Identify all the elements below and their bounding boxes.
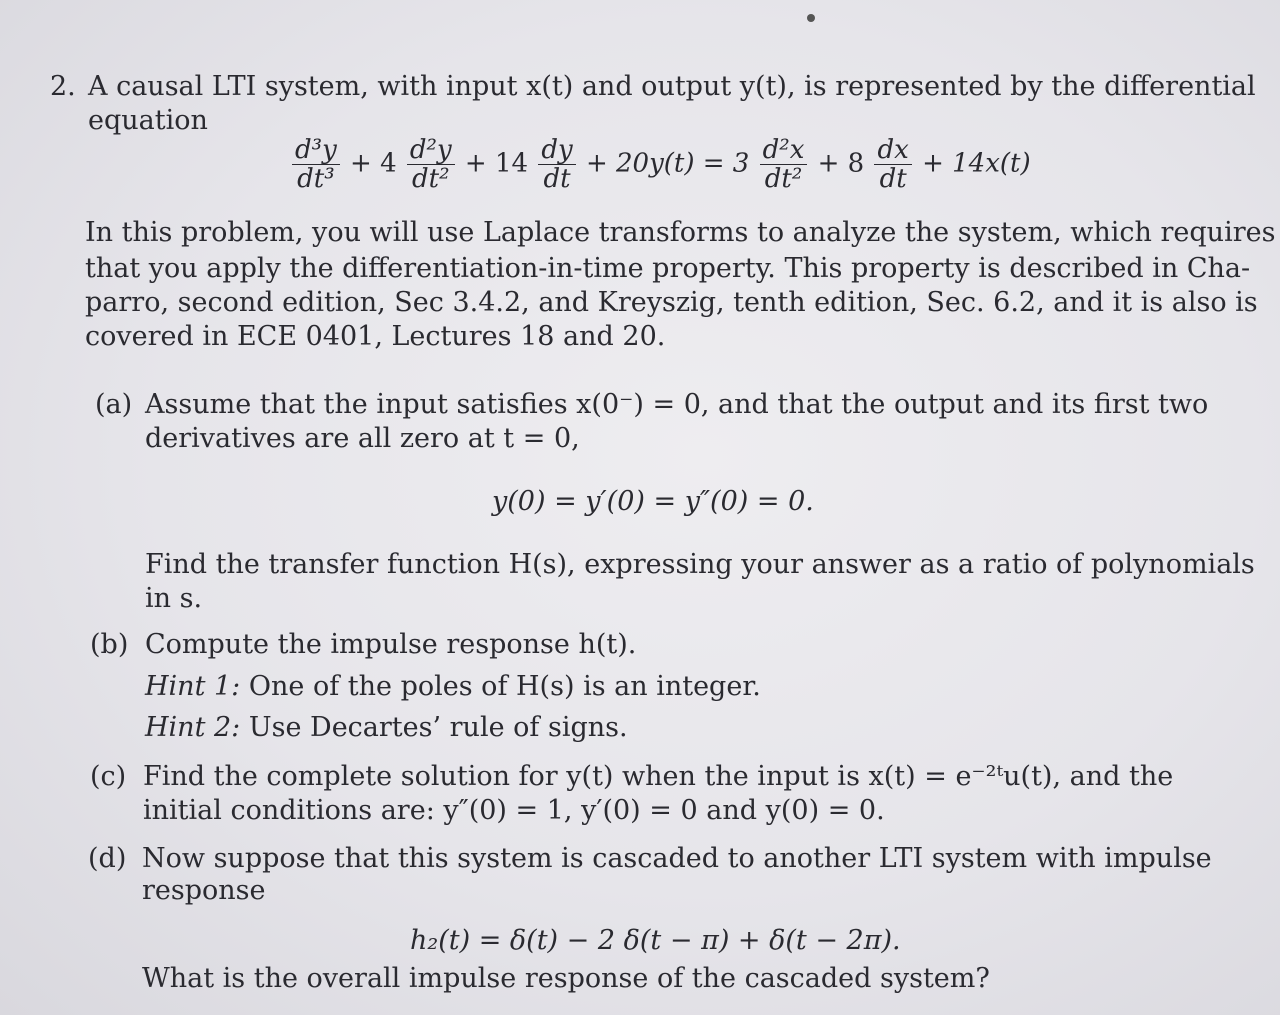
part-c-line2: initial conditions are: y″(0) = 1, y′(0) = 0 and y(0) = 0. [143, 795, 885, 826]
para-line: parro, second edition, Sec 3.4.2, and Kreyszig, tenth edition, Sec. 6.2, and it is also is [85, 287, 1258, 318]
ink-spot [807, 14, 815, 22]
frac-num: d³y [292, 136, 340, 165]
part-b-hint2 [145, 711, 628, 745]
frac-num: dx [874, 136, 911, 165]
coef: + 4 [350, 148, 397, 179]
para-line: In this problem, you will use Laplace transforms to analyze the system, which requires [85, 217, 1276, 248]
part-b-label: (b) [90, 629, 129, 660]
part-c-line1: Find the complete solution for y(t) when the input is x(t) = e⁻²ᵗu(t), and the [143, 761, 1174, 792]
frac-den: dt [543, 164, 571, 194]
part-a-line3: Find the transfer function H(s), expressing your answer as a ratio of polynomials [145, 549, 1255, 580]
coef: + 8 [817, 148, 865, 179]
frac-den: dt [879, 164, 907, 194]
problem-intro-line1: A causal LTI system, with input x(t) and output y(t), is represented by the differential [88, 71, 1256, 102]
frac-d2x-dt2 [760, 136, 808, 193]
part-d-line2: response [142, 875, 266, 906]
frac-num: dy [538, 136, 575, 165]
frac-dx-dt [874, 136, 911, 193]
hint1-text: One of the poles of H(s) is an integer. [248, 671, 761, 702]
hint2-text: Use Decartes’ rule of signs. [248, 712, 628, 743]
part-c-label: (c) [90, 761, 127, 792]
differential-equation [290, 136, 1031, 193]
term: + 14x(t) [922, 148, 1031, 179]
term: + 20y(t) = 3 [585, 148, 750, 179]
part-d-display-equation: h₂(t) = δ(t) − 2 δ(t − π) + δ(t − 2π). [410, 925, 901, 956]
part-b-hint1 [145, 670, 761, 704]
frac-num: d²y [407, 136, 455, 165]
part-d-label: (d) [88, 843, 127, 874]
frac-den: dt² [764, 164, 803, 194]
hint1-label: Hint 1: [145, 671, 241, 702]
part-a-line2: derivatives are all zero at t = 0, [145, 423, 580, 454]
part-a-display-equation: y(0) = y′(0) = y″(0) = 0. [492, 486, 814, 517]
frac-dy-dt [538, 136, 575, 193]
para-line: that you apply the differentiation-in-time property. This property is described in Cha- [85, 253, 1251, 284]
frac-den: dt³ [297, 164, 335, 194]
problem-number: 2. [50, 71, 76, 102]
problem-intro-line2: equation [88, 105, 208, 136]
part-d-line3: What is the overall impulse response of the cascaded system? [142, 963, 990, 994]
part-b-line1: Compute the impulse response h(t). [145, 629, 637, 660]
part-a-label: (a) [95, 389, 133, 420]
frac-d2y-dt2 [407, 136, 455, 193]
part-d-line1: Now suppose that this system is cascaded to another LTI system with impulse [142, 843, 1212, 874]
part-a-line4: in s. [145, 583, 203, 614]
frac-d3y-dt3 [292, 136, 340, 193]
frac-num: d²x [760, 136, 808, 165]
para-line: covered in ECE 0401, Lectures 18 and 20. [85, 321, 666, 352]
frac-den: dt² [412, 164, 450, 194]
coef: + 14 [464, 148, 529, 179]
part-a-line1: Assume that the input satisfies x(0⁻) = 0, and that the output and its first two [145, 389, 1209, 420]
hint2-label: Hint 2: [145, 712, 241, 743]
